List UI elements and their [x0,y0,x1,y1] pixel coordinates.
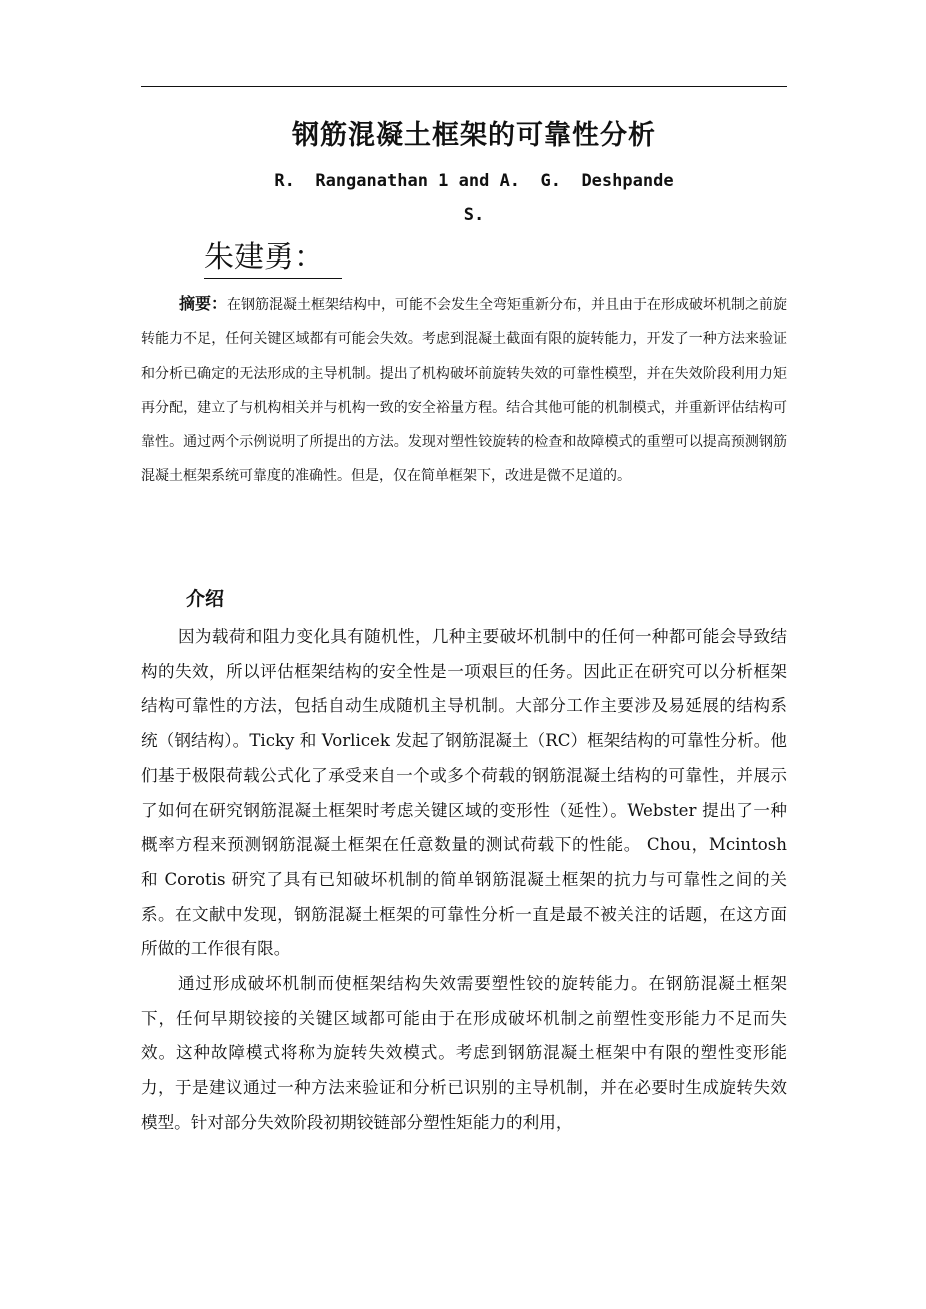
section-heading-introduction: 介绍 [186,588,225,610]
author-line: R. Ranganathan 1 and A. G. Deshpande [274,171,674,191]
abstract-label: 摘要： [179,294,228,313]
translator-name: 朱建勇： [204,238,342,279]
document-title: 钢筋混凝土框架的可靠性分析 [292,120,656,151]
body-paragraph: 因为载荷和阻力变化具有随机性，几种主要破坏机制中的任何一种都可能会导致结构的失效，所以评估框架结构的安全性是一项艰巨的任务。因此正在研究可以分析框架结构可靠性的方法，包括自动生成随机主导机制。大部分工作主要涉及易延展的结构系统（钢结构）。Ticky 和 Vorlicek 发起了钢筋混凝土（RC）框架结构的可靠性分析。他们基于极限荷载公式化了承受来自一个或多个荷载的钢筋混凝土结构的可靠性，并展示了如何在研究钢筋混凝土框架时考虑关键区域的变形性（延性）。Webster 提出了一种概率方程来预测钢筋混凝土框架在任意数量的测试荷载下的性能。 Chou，Mcintosh 和 Corotis 研究了具有已知破坏机制的简单钢筋混凝土框架的抗力与可靠性之间的关系。在文献中发现，钢筋混凝土框架的可靠性分析一直是最不被关注的话题，在这方面所做的工作很有限。 [141,627,787,959]
header-rule [141,86,787,87]
body-paragraph: 通过形成破坏机制而使框架结构失效需要塑性铰的旋转能力。在钢筋混凝土框架下，任何早期铰接的关键区域都可能由于在形成破坏机制之前塑性变形能力不足而失效。这种故障模式将称为旋转失效模式。考虑到钢筋混凝土框架中有限的塑性变形能力，于是建议通过一种方法来验证和分析已识别的主导机制，并在必要时生成旋转失效模型。针对部分失效阶段初期铰链部分塑性矩能力的利用， [141,974,787,1132]
abstract [141,287,787,494]
introduction-body [141,620,787,1141]
abstract-text: 在钢筋混凝土框架结构中，可能不会发生全弯矩重新分布，并且由于在形成破坏机制之前旋转能力不足，任何关键区域都有可能会失效。考虑到混凝土截面有限的旋转能力，开发了一种方法来验证和分析已确定的无法形成的主导机制。提出了机构破坏前旋转失效的可靠性模型，并在失效阶段利用力矩再分配，建立了与机构相关并与机构一致的安全裕量方程。结合其他可能的机制模式，并重新评估结构可靠性。通过两个示例说明了所提出的方法。发现对塑性铰旋转的检查和故障模式的重塑可以提高预测钢筋混凝土框架系统可靠度的准确性。但是，仅在简单框架下，改进是微不足道的。 [141,297,788,485]
author-line-continued: S. [463,205,485,225]
